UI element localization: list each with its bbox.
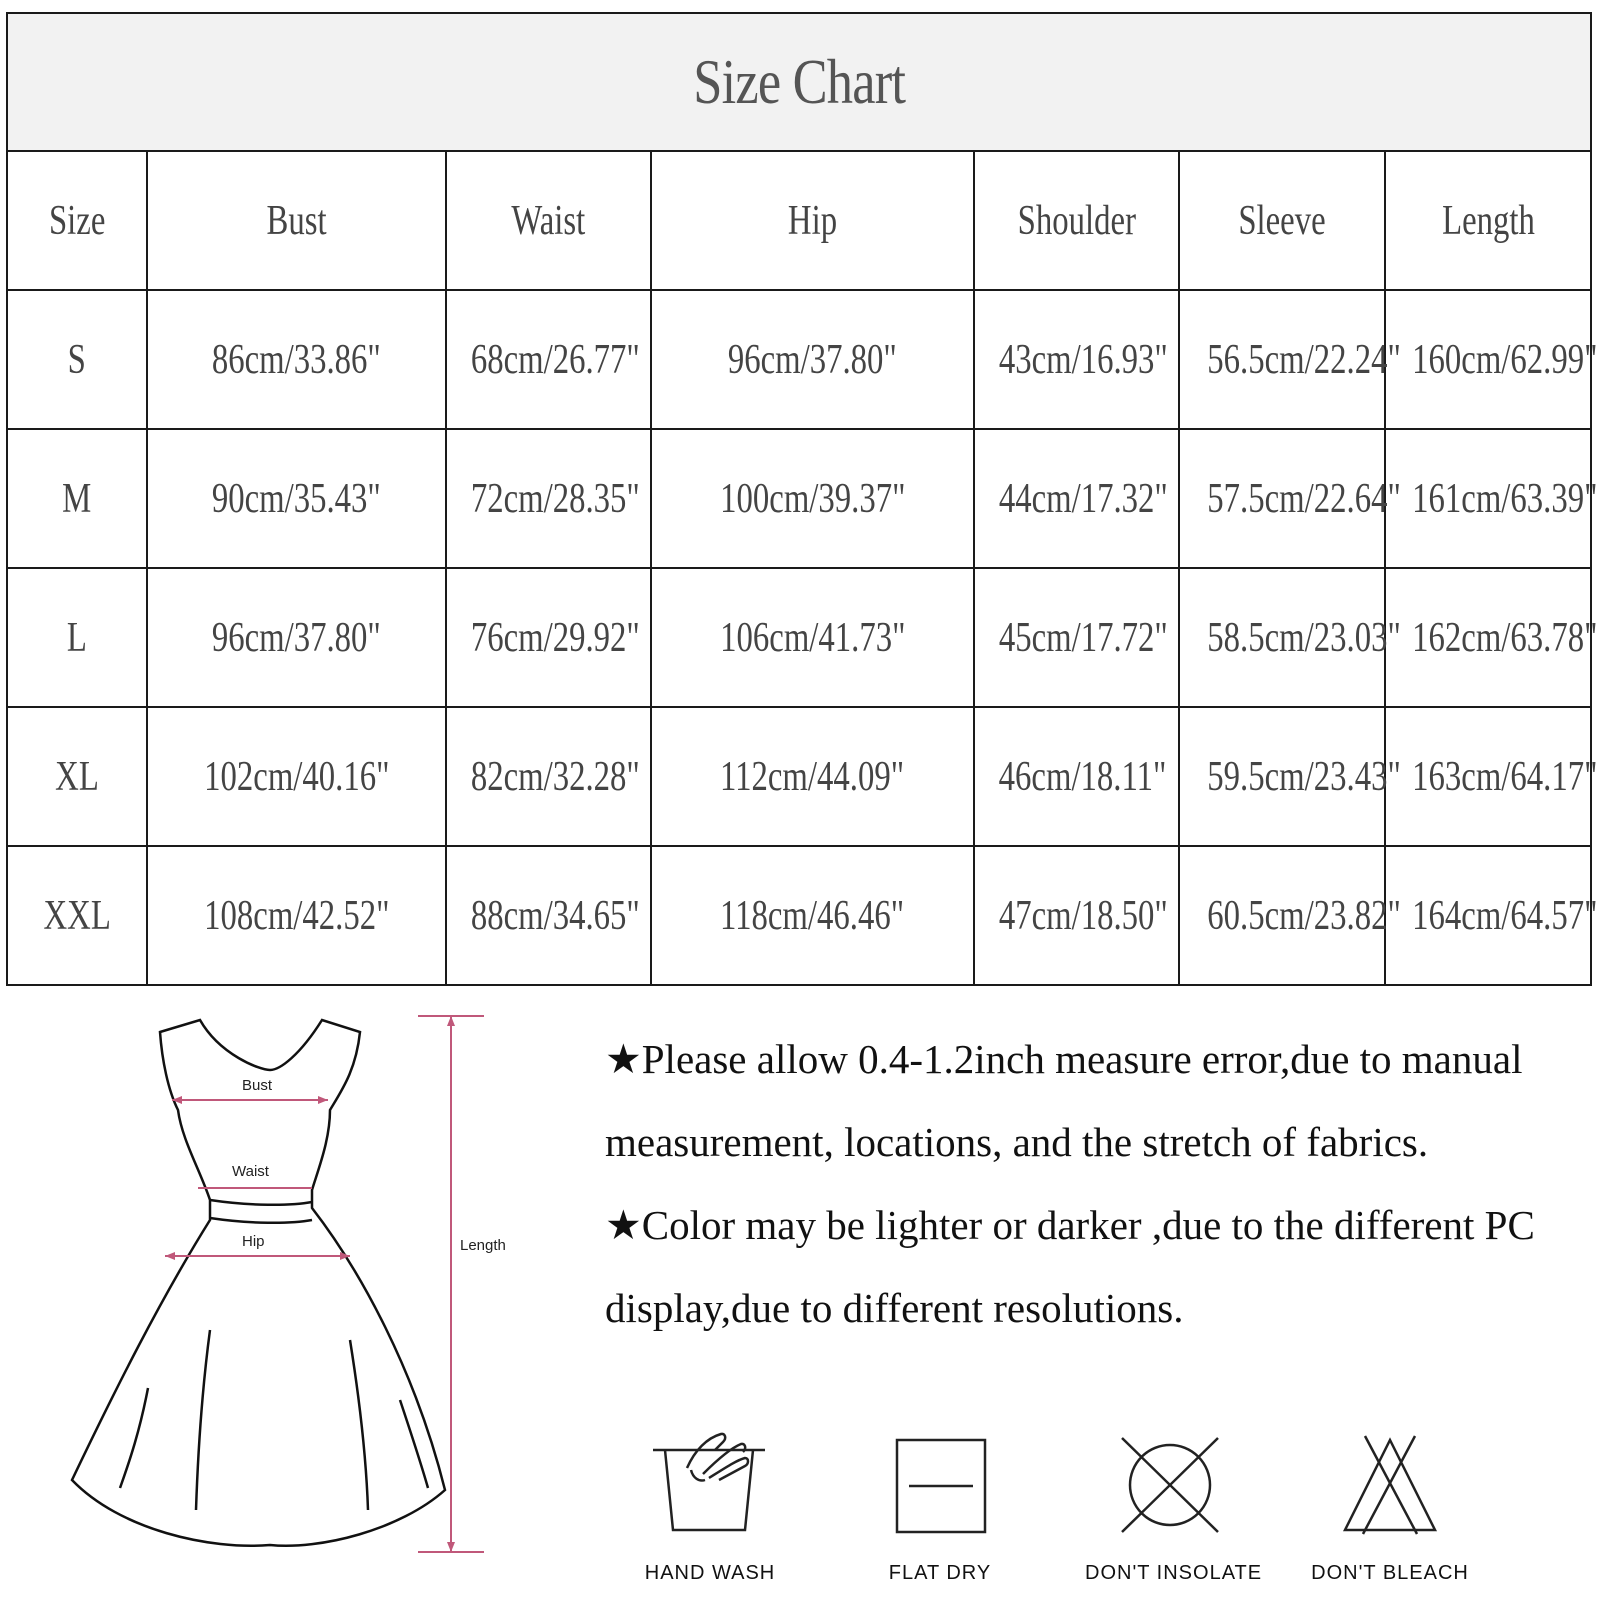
dress-measurement-diagram bbox=[60, 1010, 540, 1595]
header-length: Length bbox=[1385, 151, 1591, 290]
table-cell: 96cm/37.80" bbox=[147, 568, 446, 707]
table-cell: L bbox=[7, 568, 147, 707]
care-label-dont-insolate: DON'T INSOLATE bbox=[1085, 1562, 1263, 1584]
table-row bbox=[7, 846, 1591, 985]
table-cell: 72cm/28.35" bbox=[446, 429, 651, 568]
table-cell: 163cm/64.17" bbox=[1385, 707, 1591, 846]
table-cell: 161cm/63.39" bbox=[1385, 429, 1591, 568]
measure-lines bbox=[165, 1016, 484, 1552]
table-cell: 56.5cm/22.24" bbox=[1179, 290, 1385, 429]
table-cell: 47cm/18.50" bbox=[974, 846, 1179, 985]
waist-label: Waist bbox=[232, 1163, 269, 1180]
table-cell: 100cm/39.37" bbox=[651, 429, 974, 568]
table-cell: 82cm/32.28" bbox=[446, 707, 651, 846]
header-hip: Hip bbox=[651, 151, 974, 290]
table-cell: 46cm/18.11" bbox=[974, 707, 1179, 846]
dont-bleach-icon bbox=[1335, 1430, 1445, 1540]
table-cell: 90cm/35.43" bbox=[147, 429, 446, 568]
header-waist: Waist bbox=[446, 151, 651, 290]
bust-label: Bust bbox=[242, 1077, 273, 1094]
table-cell: 60.5cm/23.82" bbox=[1179, 846, 1385, 985]
flat-dry-icon bbox=[885, 1430, 995, 1540]
table-cell: 108cm/42.52" bbox=[147, 846, 446, 985]
header-shoulder: Shoulder bbox=[974, 151, 1179, 290]
table-cell: XL bbox=[7, 707, 147, 846]
note-color-variation: ★Color may be lighter or darker ,due to the different PC display,due to different resolutions. bbox=[605, 1202, 1535, 1331]
table-cell: 102cm/40.16" bbox=[147, 707, 446, 846]
table-cell: 57.5cm/22.64" bbox=[1179, 429, 1385, 568]
header-bust: Bust bbox=[147, 151, 446, 290]
table-cell: 45cm/17.72" bbox=[974, 568, 1179, 707]
table-cell: 86cm/33.86" bbox=[147, 290, 446, 429]
care-label-dont-bleach: DON'T BLEACH bbox=[1311, 1562, 1469, 1584]
table-header-row bbox=[7, 151, 1591, 290]
length-label: Length bbox=[460, 1237, 506, 1254]
table-cell: S bbox=[7, 290, 147, 429]
table-cell: 118cm/46.46" bbox=[651, 846, 974, 985]
care-hand-wash bbox=[625, 1430, 795, 1585]
care-label-hand-wash: HAND WASH bbox=[644, 1562, 776, 1584]
header-size: Size bbox=[7, 151, 147, 290]
size-chart-title: Size Chart bbox=[7, 13, 1591, 151]
care-flat-dry bbox=[855, 1430, 1025, 1585]
table-cell: 106cm/41.73" bbox=[651, 568, 974, 707]
header-sleeve: Sleeve bbox=[1179, 151, 1385, 290]
table-cell: 76cm/29.92" bbox=[446, 568, 651, 707]
table-row bbox=[7, 429, 1591, 568]
table-cell: 43cm/16.93" bbox=[974, 290, 1179, 429]
care-dont-bleach bbox=[1305, 1430, 1475, 1585]
table-cell: 96cm/37.80" bbox=[651, 290, 974, 429]
table-row bbox=[7, 290, 1591, 429]
care-label-flat-dry: FLAT DRY bbox=[888, 1562, 992, 1584]
table-cell: XXL bbox=[7, 846, 147, 985]
note-measure-error: ★Please allow 0.4-1.2inch measure error,due to manual measurement, locations, and the stretch of fabrics. bbox=[605, 1036, 1523, 1165]
table-row bbox=[7, 707, 1591, 846]
table-cell: 59.5cm/23.43" bbox=[1179, 707, 1385, 846]
hip-label: Hip bbox=[242, 1233, 265, 1250]
table-cell: 162cm/63.78" bbox=[1385, 568, 1591, 707]
table-cell: 160cm/62.99" bbox=[1385, 290, 1591, 429]
table-cell: 164cm/64.57" bbox=[1385, 846, 1591, 985]
table-cell: 44cm/17.32" bbox=[974, 429, 1179, 568]
care-dont-insolate bbox=[1085, 1430, 1263, 1585]
size-chart-table bbox=[6, 12, 1598, 986]
table-cell: 112cm/44.09" bbox=[651, 707, 974, 846]
table-row bbox=[7, 568, 1591, 707]
table-cell: 68cm/26.77" bbox=[446, 290, 651, 429]
hand-wash-icon bbox=[645, 1430, 775, 1540]
measure-arrows bbox=[165, 1016, 455, 1552]
table-cell: 58.5cm/23.03" bbox=[1179, 568, 1385, 707]
table-cell: M bbox=[7, 429, 147, 568]
dont-insolate-icon bbox=[1110, 1430, 1230, 1540]
dress-outline bbox=[72, 1020, 445, 1546]
notes bbox=[605, 1018, 1585, 1350]
table-cell: 88cm/34.65" bbox=[446, 846, 651, 985]
